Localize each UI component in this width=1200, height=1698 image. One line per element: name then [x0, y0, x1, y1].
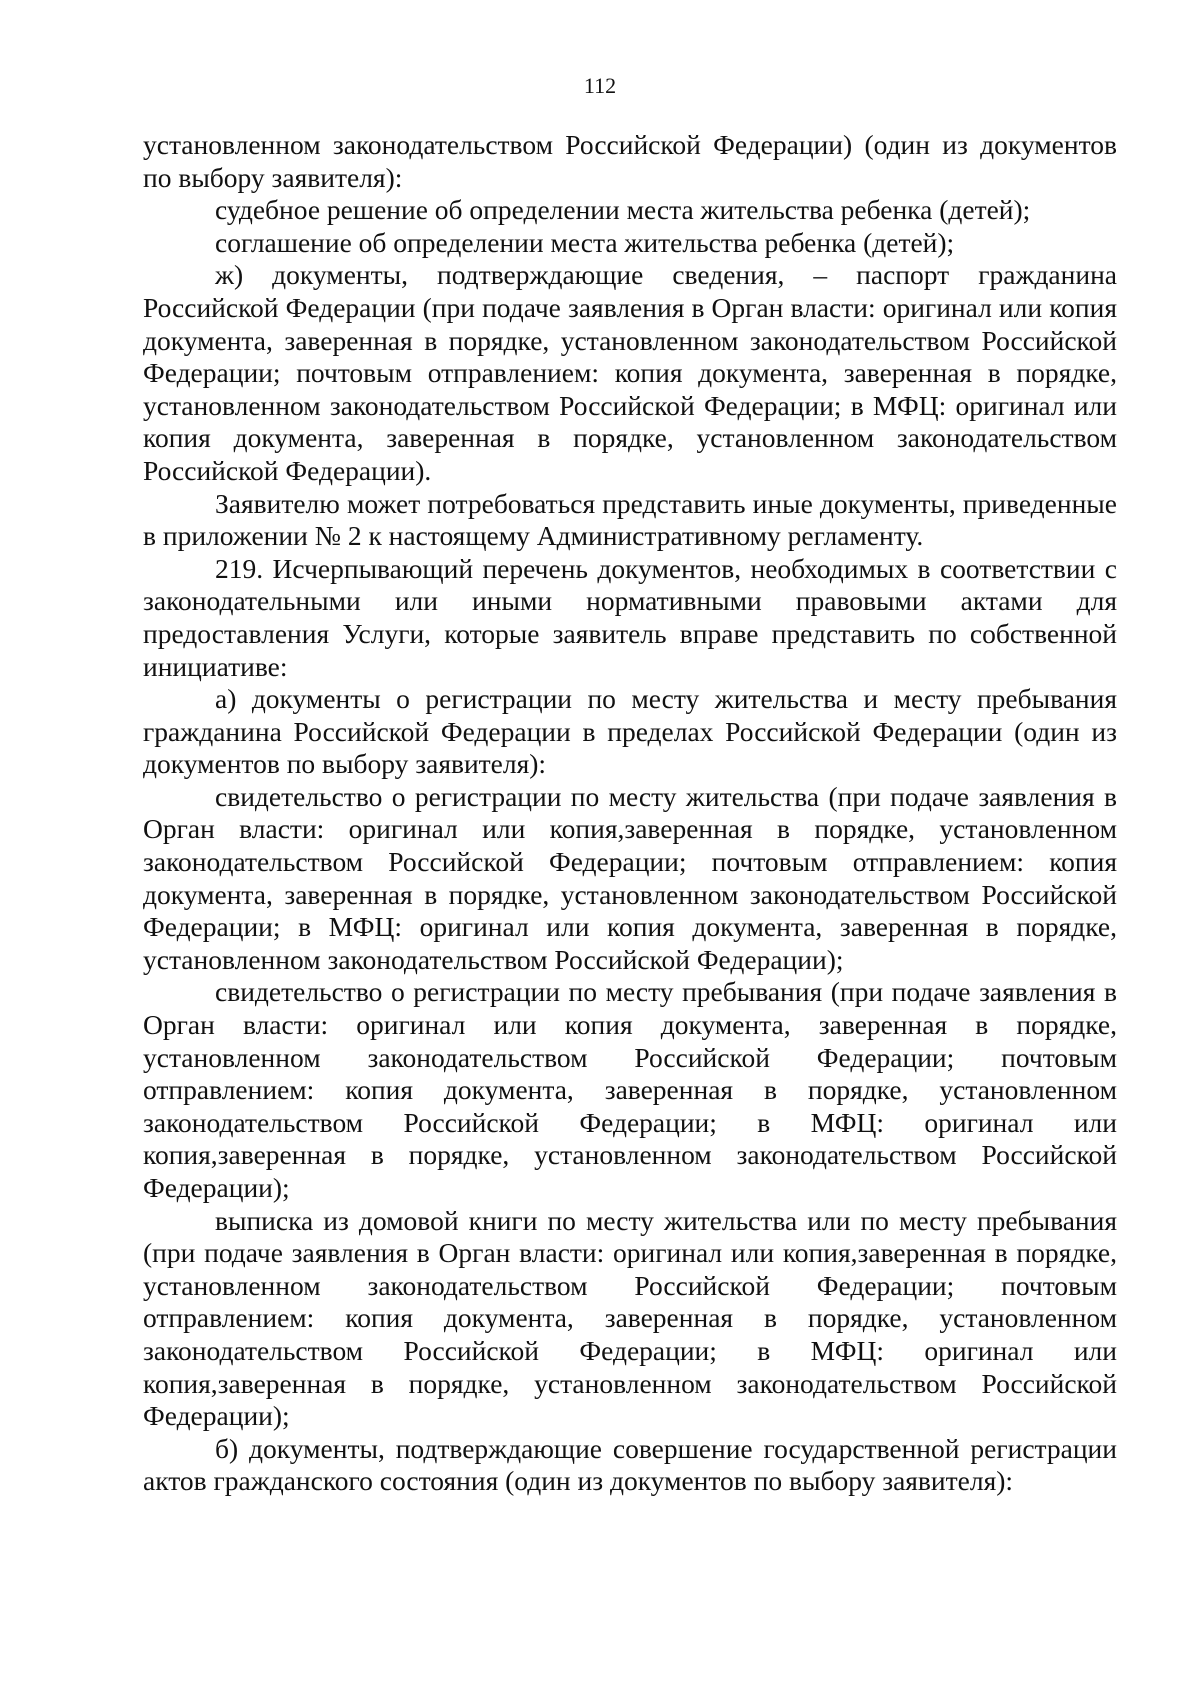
paragraph-item-b: б) документы, подтверждающие совершение государственной регистрации актов гражданского состояния (один из документов по выбору заявителя):: [143, 1432, 1117, 1497]
paragraph-other-documents: Заявителю может потребоваться представить иные документы, приведенные в приложении № 2 к настоящему Административному регламенту.: [143, 487, 1117, 552]
paragraph-residence-certificate: свидетельство о регистрации по месту жительства (при подаче заявления в Орган власти: оригинал или копия,заверенная в порядке, установленном законодательством Российской Федерации; почтовым отправлением: копия документа, заверенная в порядке, установленном законодательством Российской Федерации; в МФЦ: оригинал или копия документа, заверенная в порядке, установленном законодательством Российской Федерации);: [143, 780, 1117, 975]
page-number: 112: [583, 73, 617, 98]
paragraph-item-a: а) документы о регистрации по месту жительства и месту пребывания гражданина Российской Федерации в пределах Российской Федерации (один из документов по выбору заявителя):: [143, 683, 1117, 780]
paragraph-court-decision: судебное решение об определении места жительства ребенка (детей);: [215, 194, 1031, 226]
paragraph-219: 219. Исчерпывающий перечень документов, необходимых в соответствии с законодательными или иными нормативными правовыми актами для предоставления Услуги, которые заявитель вправе представить по собственной инициативе:: [143, 552, 1117, 682]
paragraph-agreement: соглашение об определении места жительства ребенка (детей);: [215, 226, 955, 258]
document-body: [143, 129, 1117, 1498]
paragraph-continuation: установленном законодательством Российской Федерации) (один из документов по выбору заявителя):: [143, 129, 1117, 193]
paragraph-item-zh: ж) документы, подтверждающие сведения, – паспорт гражданина Российской Федерации (при подаче заявления в Орган власти: оригинал или копия документа, заверенная в порядке, установленном законодательством Российской Федерации; почтовым отправлением: копия документа, заверенная в порядке, установленном законодательством Российской Федерации; в МФЦ: оригинал или копия документа, заверенная в порядке, установленном законодательством Российской Федерации).: [143, 259, 1117, 486]
paragraph-stay-certificate: свидетельство о регистрации по месту пребывания (при подаче заявления в Орган власти: оригинал или копия документа, заверенная в порядке, установленном законодательством Российской Федерации; почтовым отправлением: копия документа, заверенная в порядке, установленном законодательством Российской Федерации; в МФЦ: оригинал или копия,заверенная в порядке, установленном законодательством Российской Федерации);: [143, 976, 1117, 1203]
paragraph-house-book-extract: выписка из домовой книги по месту жительства или по месту пребывания (при подаче заявления в Орган власти: оригинал или копия,заверенная в порядке, установленном законодательством Российской Федерации; почтовым отправлением: копия документа, заверенная в порядке, установленном законодательством Российской Федерации; в МФЦ: оригинал или копия,заверенная в порядке, установленном законодательством Российской Федерации);: [143, 1204, 1117, 1432]
